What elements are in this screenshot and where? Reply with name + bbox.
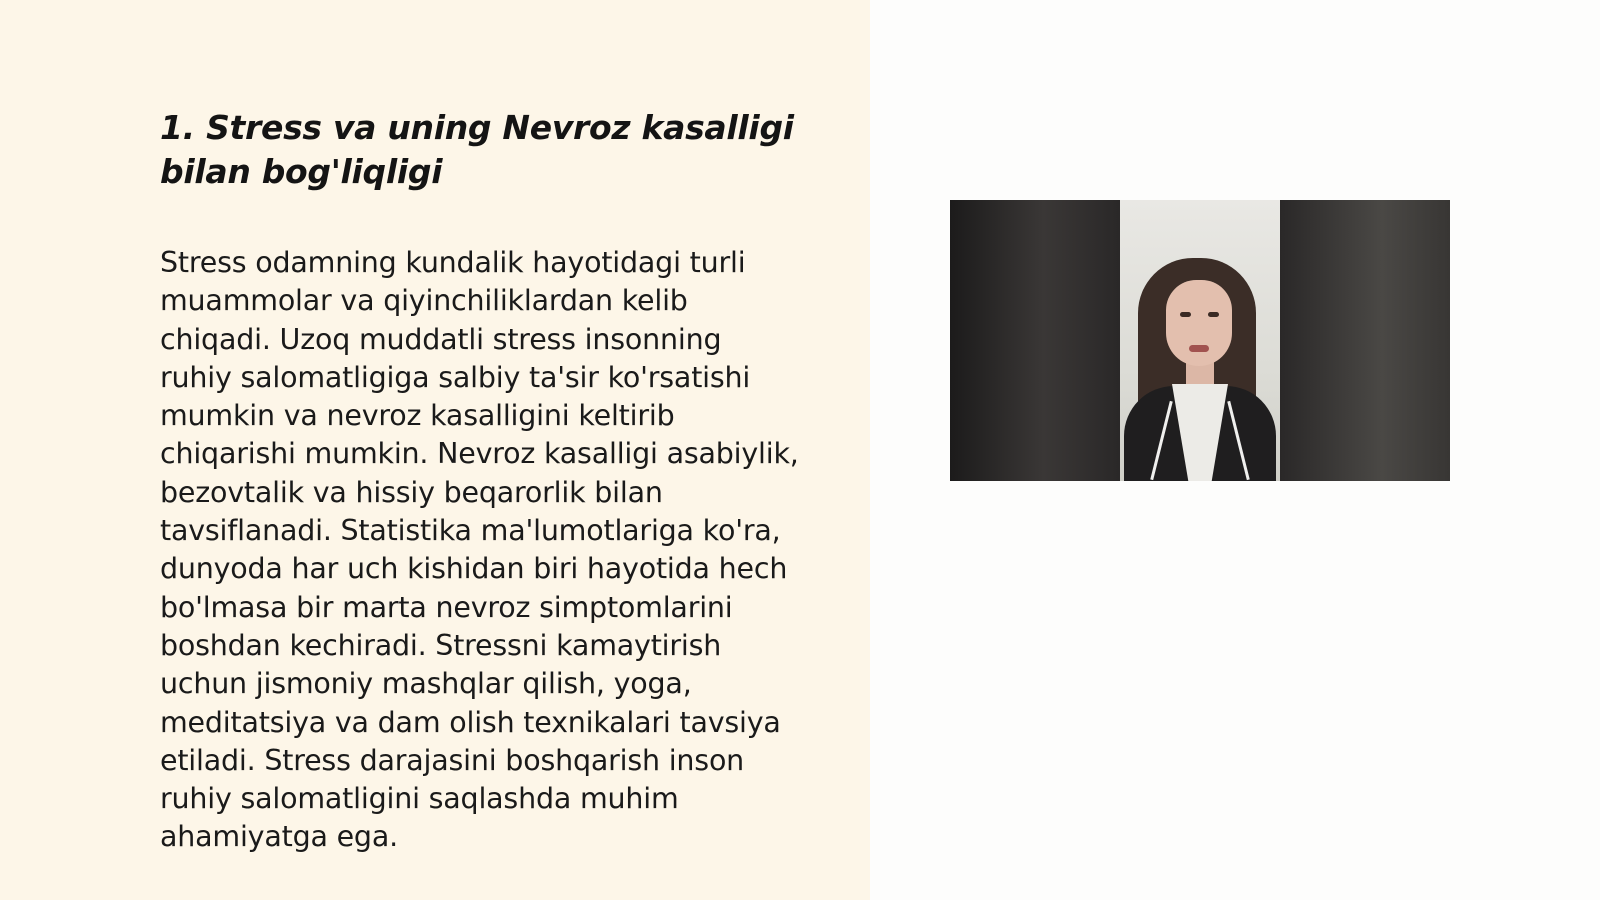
portrait-eye <box>1180 312 1191 317</box>
body-line: boshdan kechiradi. Stressni kamaytirish <box>160 628 722 662</box>
body-line: chiqadi. Uzoq muddatli stress insonning <box>160 322 722 356</box>
body-line: ruhiy salomatligini saqlashda muhim <box>160 782 679 816</box>
portrait-photo <box>950 200 1450 481</box>
body-line: chiqarishi mumkin. Nevroz kasalligi asabiylik, <box>160 437 799 471</box>
body-line: muammolar va qiyinchiliklardan kelib <box>160 284 688 318</box>
photo-blurred-right <box>1280 200 1450 481</box>
body-line: ahamiyatga ega. <box>160 820 398 854</box>
body-line: mumkin va nevroz kasalligini keltirib <box>160 399 675 433</box>
body-line: tavsiflanadi. Statistika ma'lumotlariga ko'ra, <box>160 514 781 548</box>
photo-portrait-center <box>1120 200 1280 481</box>
body-line: bo'lmasa bir marta nevroz simptomlarini <box>160 590 733 624</box>
slide-title <box>160 106 820 194</box>
photo-blurred-left <box>950 200 1120 481</box>
body-line: dunyoda har uch kishidan biri hayotida hech <box>160 552 788 586</box>
slide-title-line-2: bilan bog'liqligi <box>160 152 443 191</box>
portrait-lips <box>1189 345 1209 352</box>
body-line: uchun jismoniy mashqlar qilish, yoga, <box>160 667 692 701</box>
slide-title-line-1: 1. Stress va uning Nevroz kasalligi <box>160 108 794 147</box>
body-paragraph <box>160 244 850 857</box>
portrait-eye <box>1208 312 1219 317</box>
body-line: Stress odamning kundalik hayotidagi turli <box>160 246 746 279</box>
portrait-face <box>1166 280 1232 366</box>
body-line: ruhiy salomatligiga salbiy ta'sir ko'rsatishi <box>160 360 751 394</box>
body-line: meditatsiya va dam olish texnikalari tavsiya <box>160 705 781 739</box>
body-line: bezovtalik va hissiy beqarorlik bilan <box>160 475 663 509</box>
body-line: etiladi. Stress darajasini boshqarish inson <box>160 743 745 777</box>
